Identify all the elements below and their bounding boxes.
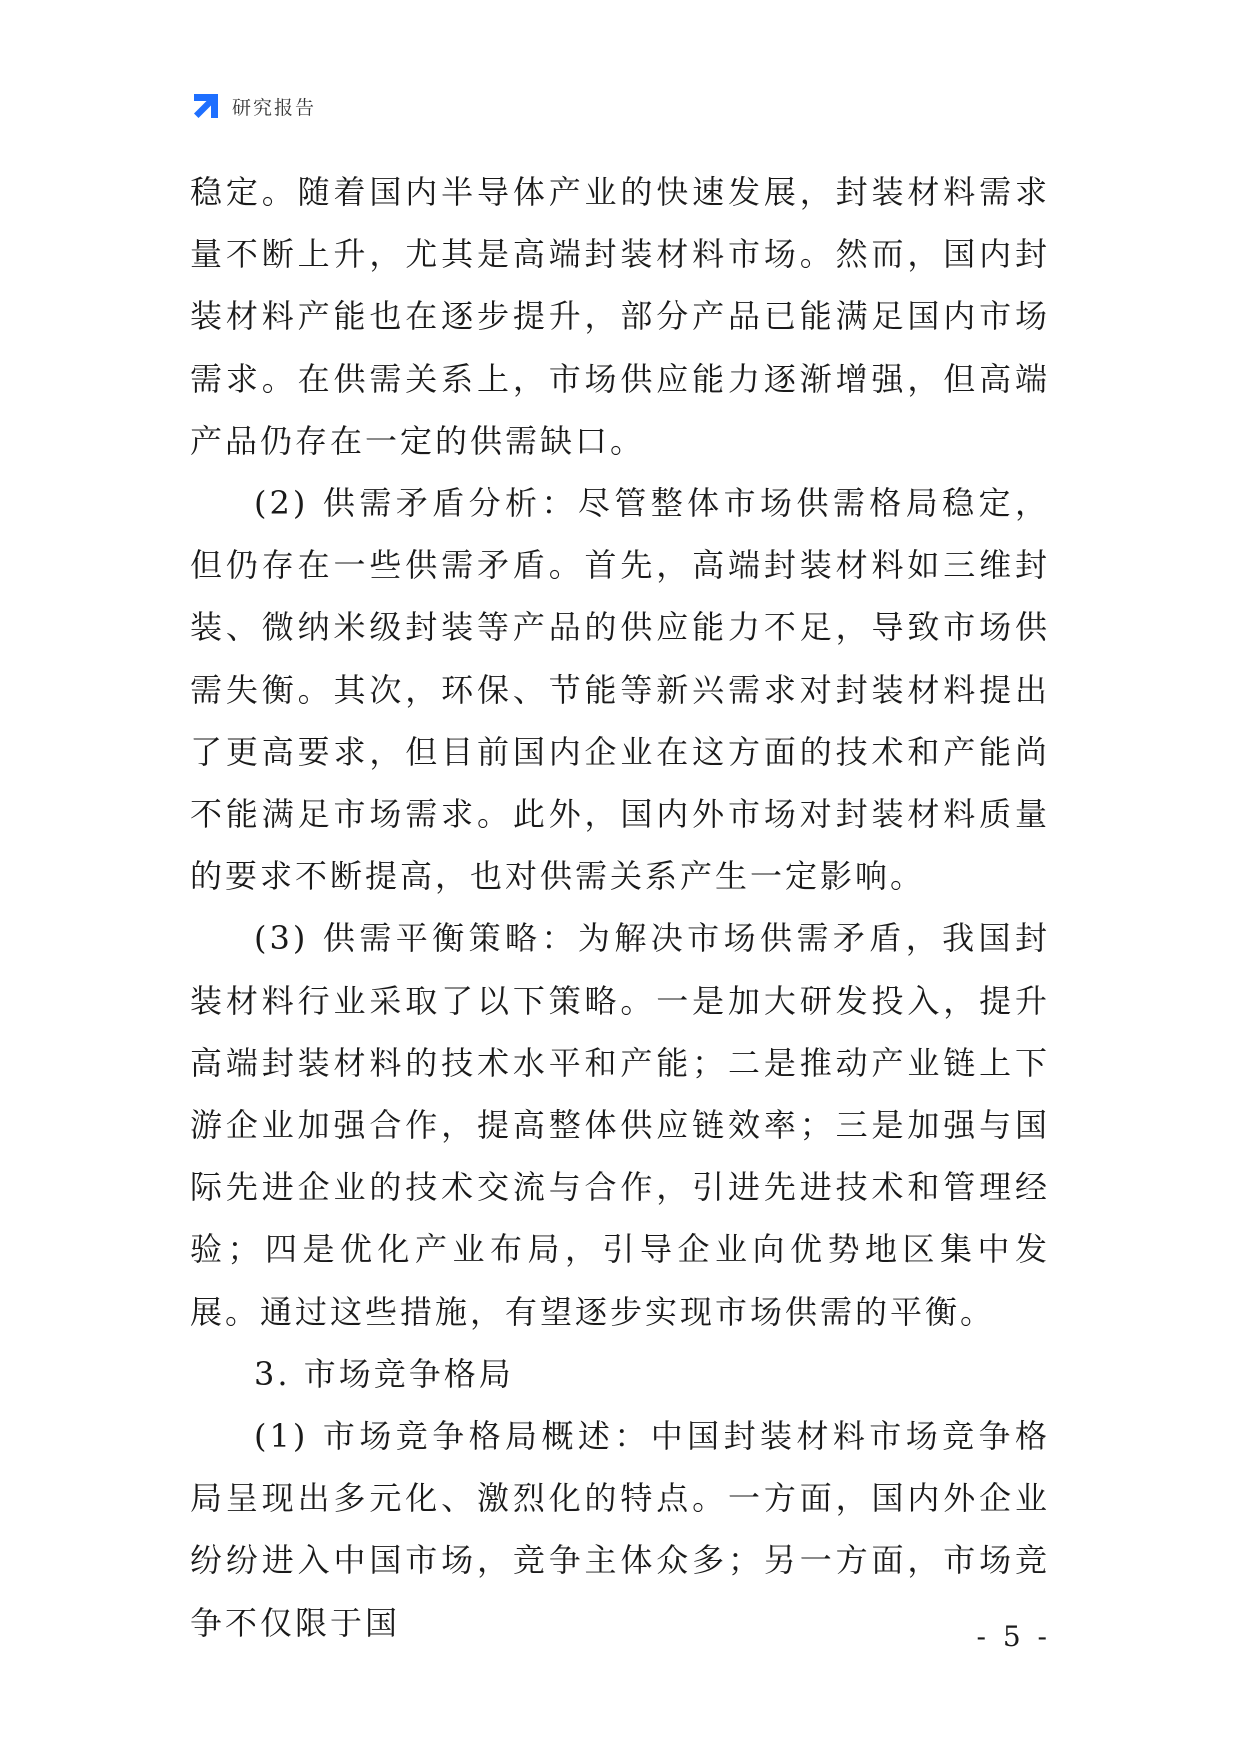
document-body <box>190 161 1050 1654</box>
paragraph-continuation: 稳定。随着国内半导体产业的快速发展，封装材料需求量不断上升，尤其是高端封装材料市场。然而，国内封装材料产能也在逐步提升，部分产品已能满足国内市场需求。在供需关系上，市场供应能力逐渐增强，但高端产品仍存在一定的供需缺口。 <box>190 173 1050 460</box>
section-heading-market-competition: 3. 市场竞争格局 <box>254 1354 514 1393</box>
paragraph-competition-overview: (1) 市场竞争格局概述：中国封装材料市场竞争格局呈现出多元化、激烈化的特点。一方面，国内外企业纷纷进入中国市场，竞争主体众多；另一方面，市场竞争不仅限于国 <box>190 1417 1050 1642</box>
header-title: 研究报告 <box>232 96 317 119</box>
page-number: - 5 - <box>976 1620 1051 1653</box>
paragraph-supply-demand-strategy: (3) 供需平衡策略：为解决市场供需矛盾，我国封装材料行业采取了以下策略。一是加大研发投入，提升高端封装材料的技术水平和产能；二是推动产业链上下游企业加强合作，提高整体供应链效率；三是加强与国际先进企业的技术交流与合作，引进先进技术和管理经验；四是优化产业布局，引导企业向优势地区集中发展。通过这些措施，有望逐步实现市场供需的平衡。 <box>190 919 1050 1331</box>
arrow-up-right-icon <box>190 90 222 122</box>
paragraph-supply-demand-contradiction: (2) 供需矛盾分析：尽管整体市场供需格局稳定，但仍存在一些供需矛盾。首先，高端封装材料如三维封装、微纳米级封装等产品的供应能力不足，导致市场供需失衡。其次，环保、节能等新兴需求对封装材料提出了更高要求，但目前国内企业在这方面的技术和产能尚不能满足市场需求。此外，国内外市场对封装材料质量的要求不断提高，也对供需关系产生一定影响。 <box>190 484 1050 896</box>
report-header <box>190 90 316 122</box>
